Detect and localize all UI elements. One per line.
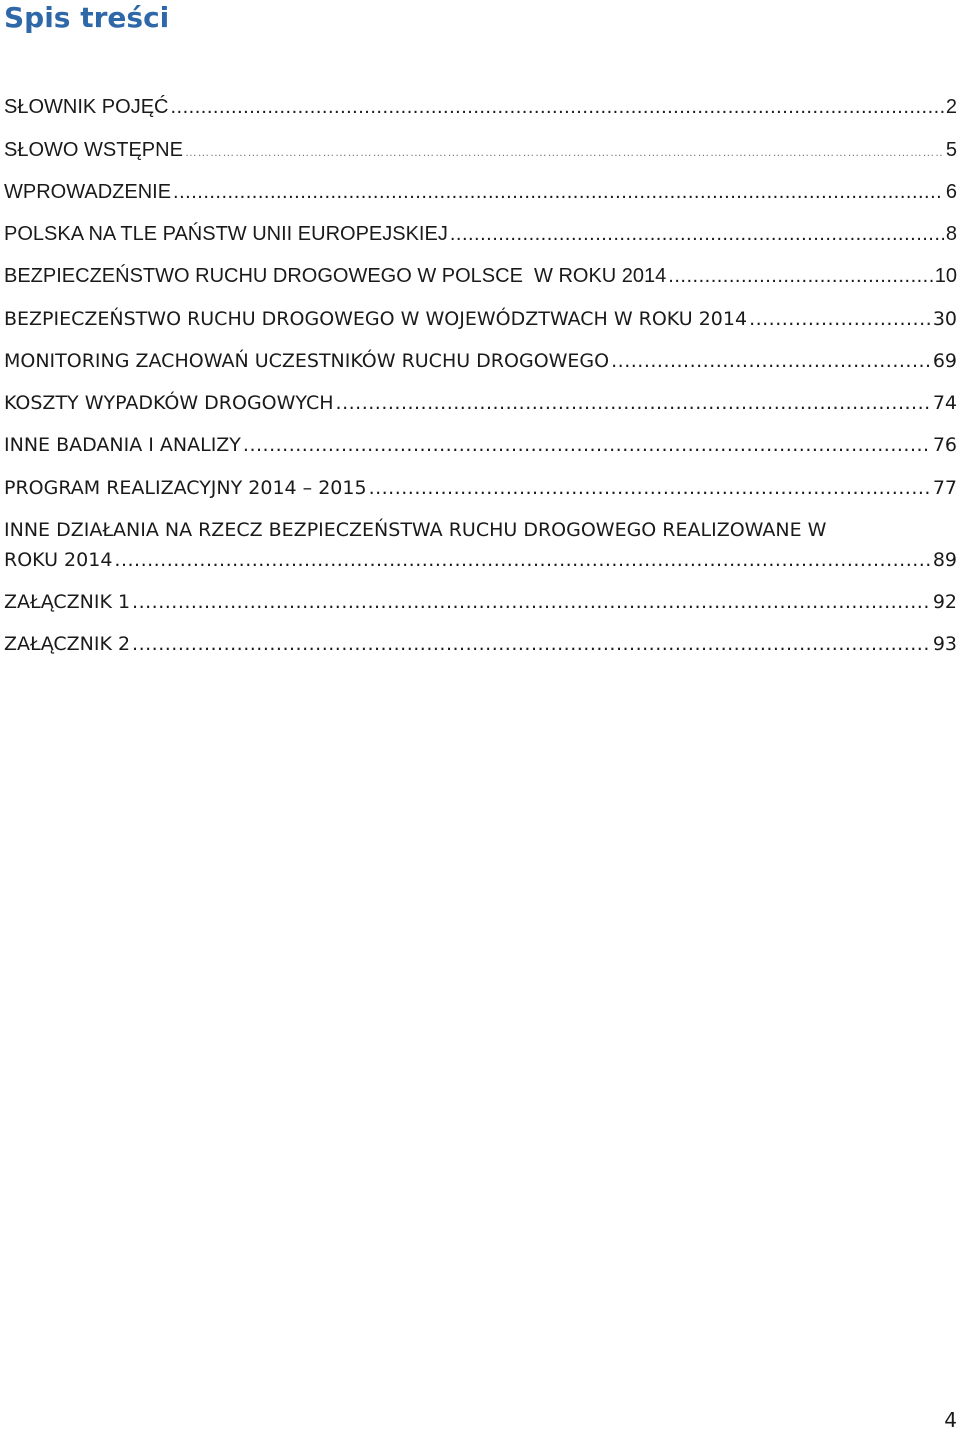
toc-dot-leader: [668, 261, 932, 291]
toc-dot-leader: [749, 304, 931, 334]
toc-entry-monitoring-zachowan[interactable]: [4, 346, 957, 376]
toc-dot-leader: [114, 545, 930, 575]
toc-dot-leader: [132, 629, 931, 659]
toc-dot-leader: [611, 346, 931, 376]
toc-dot-leader: [336, 388, 931, 418]
toc-dot-leader: [170, 92, 943, 122]
toc-entry-slownik-pojec[interactable]: [4, 92, 957, 122]
toc-entry-wprowadzenie[interactable]: [4, 177, 957, 207]
toc-entry-title: BEZPIECZEŃSTWO RUCHU DROGOWEGO W POLSCE W ROKU 2014: [4, 265, 667, 287]
toc-page-number: 92: [932, 591, 957, 613]
toc-entry-title: WPROWADZENIE: [4, 181, 172, 203]
toc-entry-polska-na-tle[interactable]: [4, 219, 957, 249]
toc-page-number: 8: [945, 223, 957, 245]
toc-entry-title: SŁOWNIK POJĘĆ: [4, 96, 169, 118]
toc-entry-title: KOSZTY WYPADKÓW DROGOWYCH: [4, 392, 334, 414]
toc-page-number: 93: [932, 633, 957, 655]
toc-entry-zalacznik-2[interactable]: [4, 629, 957, 659]
toc-page-number: 30: [932, 308, 957, 330]
toc-page-number: 5: [945, 139, 957, 161]
toc-entry-title-line1: INNE DZIAŁANIA NA RZECZ BEZPIECZEŃSTWA RUCHU DROGOWEGO REALIZOWANE W: [4, 519, 827, 541]
toc-page-number: 76: [932, 434, 957, 456]
toc-entry-title: PROGRAM REALIZACYJNY 2014 – 2015: [4, 477, 367, 499]
toc-page-number: 89: [932, 549, 957, 571]
toc-entry-brd-w-wojewodztwach[interactable]: [4, 304, 957, 334]
table-of-contents: [4, 0, 957, 700]
toc-dot-leader: [243, 430, 931, 460]
toc-entry-program-realizacyjny[interactable]: [4, 473, 957, 503]
toc-dot-leader: [185, 135, 944, 167]
toc-dot-leader: [450, 219, 944, 249]
toc-entry-brd-w-polsce[interactable]: [4, 261, 957, 291]
footer-page-number: 4: [944, 1408, 957, 1432]
toc-entry-zalacznik-1[interactable]: [4, 587, 957, 617]
toc-entry-title-line2: ROKU 2014: [4, 549, 113, 571]
toc-page-number: 69: [932, 350, 957, 372]
toc-dot-leader: [132, 587, 931, 617]
page-title: Spis treści: [4, 1, 170, 34]
toc-entry-title: POLSKA NA TLE PAŃSTW UNII EUROPEJSKIEJ: [4, 223, 448, 245]
toc-entry-inne-dzialania[interactable]: [4, 515, 957, 575]
toc-entry-slowo-wstepne[interactable]: [4, 135, 957, 165]
toc-entry-koszty-wypadkow[interactable]: [4, 388, 957, 418]
toc-dot-leader: [369, 473, 931, 503]
toc-page-number: 10: [934, 265, 957, 287]
toc-dot-leader: [173, 177, 944, 207]
toc-page-number: 2: [945, 96, 957, 118]
toc-entry-title: INNE BADANIA I ANALIZY: [4, 434, 241, 456]
toc-entry-title: ZAŁĄCZNIK 1: [4, 591, 131, 613]
toc-entry-title: ZAŁĄCZNIK 2: [4, 633, 131, 655]
toc-page-number: 74: [932, 392, 957, 414]
toc-entry-title: SŁOWO WSTĘPNE: [4, 139, 183, 161]
toc-entry-title: MONITORING ZACHOWAŃ UCZESTNIKÓW RUCHU DROGOWEGO: [4, 350, 610, 372]
toc-page-number: 6: [945, 181, 957, 203]
toc-page-number: 77: [932, 477, 957, 499]
toc-entry-inne-badania[interactable]: [4, 430, 957, 460]
toc-entry-title: BEZPIECZEŃSTWO RUCHU DROGOWEGO W WOJEWÓDZTWACH W ROKU 2014: [4, 308, 748, 330]
